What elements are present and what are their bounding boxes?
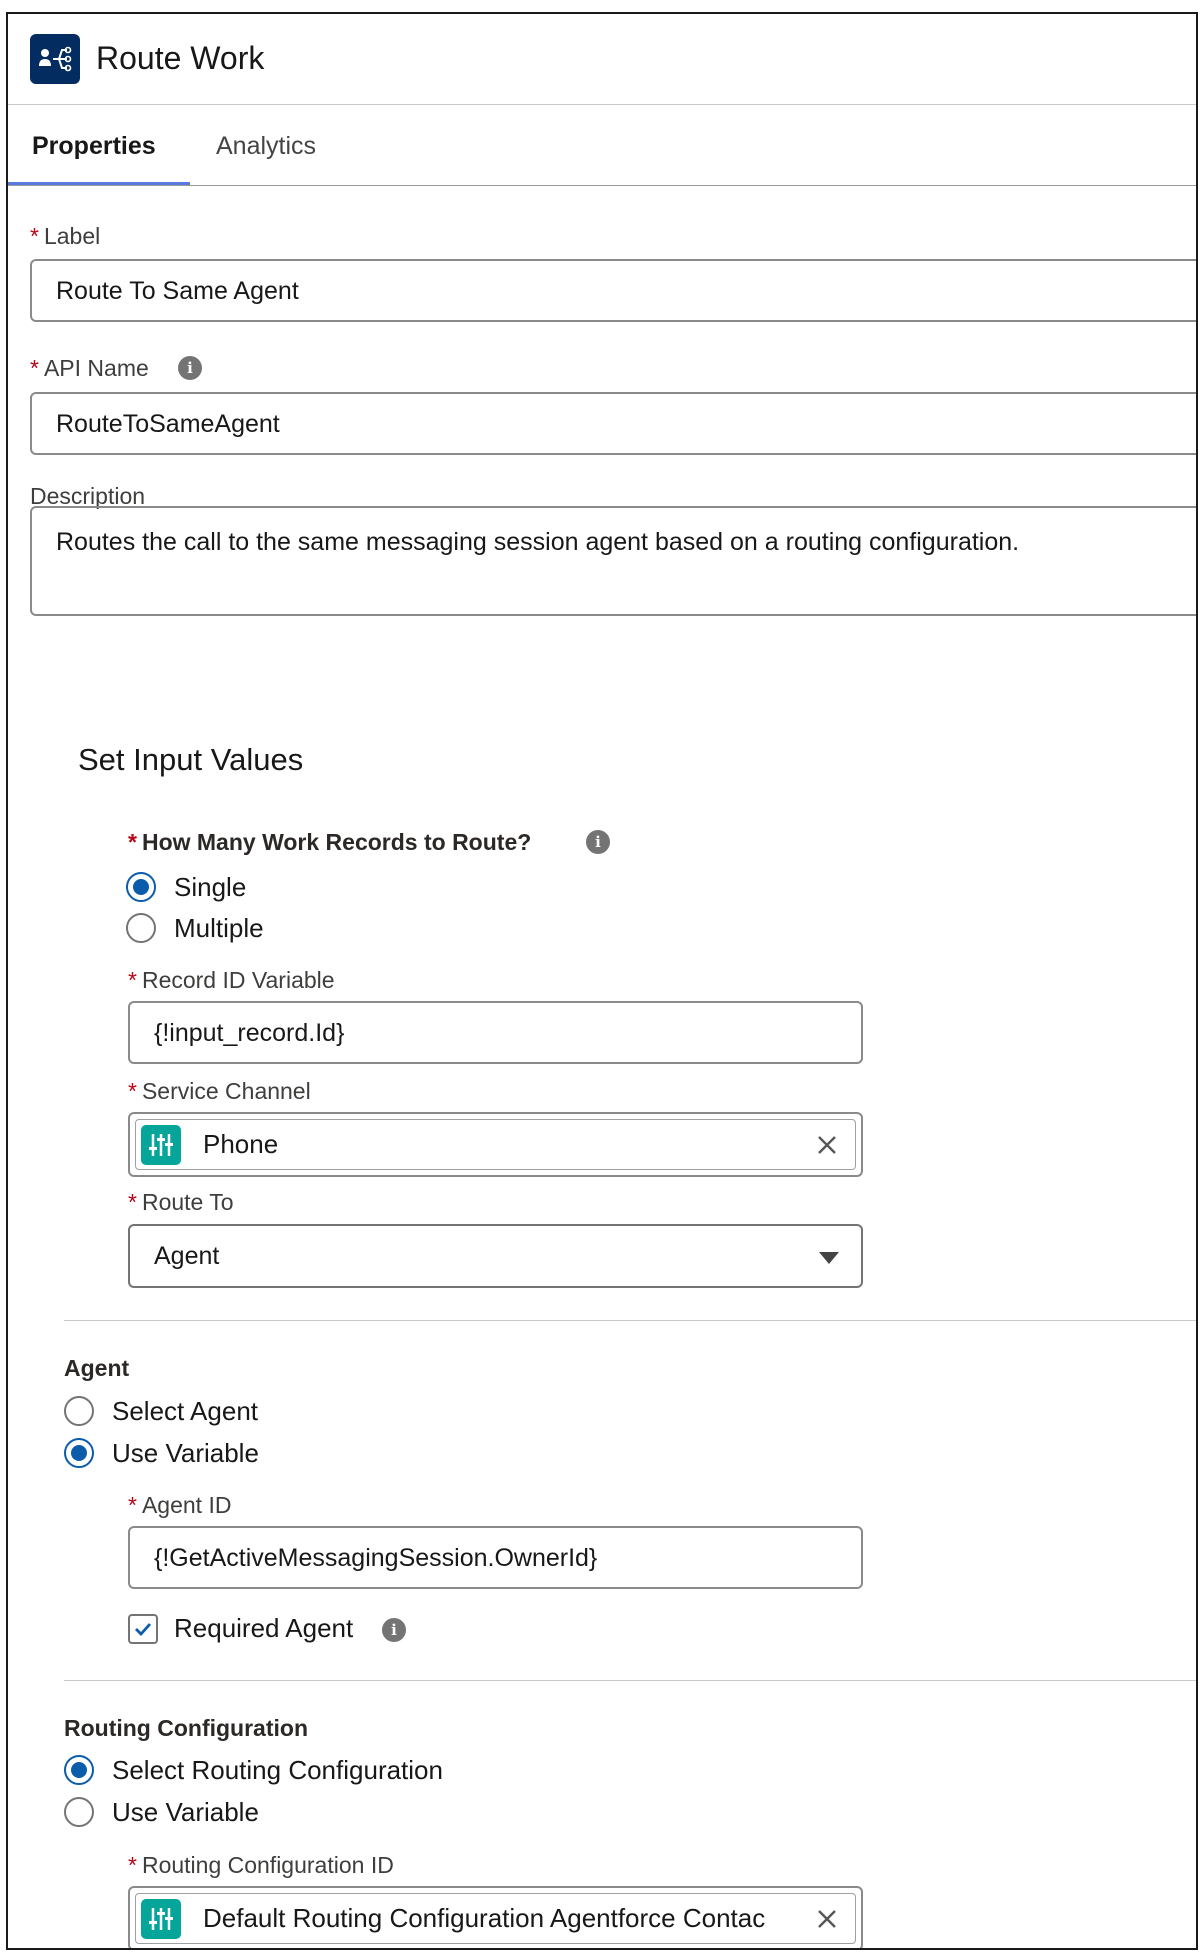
description-field-label: Description bbox=[30, 483, 146, 509]
radio-use-variable-agent-label: Use Variable bbox=[112, 1438, 259, 1468]
radio-single[interactable] bbox=[126, 871, 246, 903]
api-name-field-label bbox=[30, 354, 149, 382]
routing-configuration-title: Routing Configuration bbox=[64, 1715, 308, 1741]
record-id-variable-input[interactable]: {!input_record.Id} bbox=[128, 1001, 863, 1064]
radio-button-checked[interactable] bbox=[126, 872, 156, 902]
service-channel-icon bbox=[141, 1125, 181, 1165]
routing-configuration-lookup[interactable] bbox=[128, 1886, 863, 1950]
radio-select-agent[interactable] bbox=[64, 1395, 258, 1427]
route-to-select[interactable] bbox=[128, 1224, 863, 1288]
routing-configuration-icon bbox=[141, 1899, 181, 1939]
chevron-down-icon bbox=[819, 1252, 839, 1264]
required-asterisk: * bbox=[128, 1189, 137, 1215]
radio-button[interactable] bbox=[64, 1396, 94, 1426]
required-asterisk: * bbox=[128, 1852, 137, 1878]
required-asterisk: * bbox=[128, 1492, 137, 1518]
radio-use-variable-agent[interactable] bbox=[64, 1437, 259, 1469]
agent-section-title: Agent bbox=[64, 1355, 130, 1381]
required-asterisk: * bbox=[128, 1078, 137, 1104]
agent-id-input[interactable]: {!GetActiveMessagingSession.OwnerId} bbox=[128, 1526, 863, 1589]
label-field-label bbox=[30, 222, 100, 250]
description-textarea[interactable]: Routes the call to the same messaging session agent based on a routing configuration. bbox=[30, 506, 1198, 616]
tabs-divider bbox=[8, 185, 1198, 186]
record-id-variable-label bbox=[128, 966, 335, 994]
required-agent-checkbox[interactable] bbox=[128, 1614, 158, 1644]
required-agent-label: Required Agent bbox=[174, 1613, 354, 1643]
radio-use-variable-routing-label: Use Variable bbox=[112, 1797, 259, 1827]
radio-use-variable-routing[interactable] bbox=[64, 1796, 259, 1828]
info-icon[interactable]: i bbox=[586, 830, 610, 854]
routing-configuration-pill bbox=[135, 1893, 856, 1944]
info-icon[interactable]: i bbox=[382, 1618, 406, 1642]
radio-select-routing-configuration[interactable] bbox=[64, 1754, 443, 1786]
panel-right-border bbox=[1196, 12, 1198, 1950]
section-divider bbox=[64, 1320, 1198, 1321]
routing-configuration-id-label-text: Routing Configuration ID bbox=[141, 1852, 394, 1878]
info-icon[interactable]: i bbox=[178, 356, 202, 380]
flow-route-icon bbox=[30, 34, 80, 84]
header-divider bbox=[8, 104, 1198, 105]
routing-configuration-id-label bbox=[128, 1851, 394, 1879]
radio-single-label: Single bbox=[174, 872, 247, 902]
close-icon[interactable] bbox=[807, 1125, 847, 1165]
service-channel-label-text: Service Channel bbox=[141, 1078, 311, 1104]
how-many-records-label bbox=[128, 828, 531, 856]
service-channel-label bbox=[128, 1077, 311, 1105]
radio-multiple-label: Multiple bbox=[174, 913, 264, 943]
agent-id-label bbox=[128, 1491, 231, 1519]
radio-button[interactable] bbox=[64, 1797, 94, 1827]
section-divider bbox=[64, 1680, 1198, 1681]
set-input-values-title: Set Input Values bbox=[78, 742, 304, 777]
radio-button-checked[interactable] bbox=[64, 1438, 94, 1468]
required-asterisk: * bbox=[30, 355, 39, 381]
routing-configuration-value: Default Routing Configuration Agentforce Contac bbox=[203, 1903, 766, 1933]
close-icon[interactable] bbox=[807, 1899, 847, 1939]
checkmark-icon bbox=[134, 1622, 152, 1636]
required-asterisk: * bbox=[30, 223, 39, 249]
route-to-label bbox=[128, 1188, 234, 1216]
service-channel-lookup[interactable] bbox=[128, 1112, 863, 1177]
service-channel-pill bbox=[135, 1119, 856, 1170]
record-id-variable-label-text: Record ID Variable bbox=[141, 967, 335, 993]
radio-select-agent-label: Select Agent bbox=[112, 1396, 258, 1426]
label-field-label-text: Label bbox=[43, 223, 101, 249]
required-agent-checkbox-row[interactable] bbox=[128, 1613, 353, 1644]
how-many-records-label-text: How Many Work Records to Route? bbox=[141, 829, 532, 855]
service-channel-value: Phone bbox=[203, 1129, 279, 1159]
radio-select-routing-configuration-label: Select Routing Configuration bbox=[112, 1755, 443, 1785]
tab-properties[interactable]: Properties bbox=[32, 132, 156, 160]
required-asterisk: * bbox=[128, 829, 137, 855]
radio-button[interactable] bbox=[126, 913, 156, 943]
agent-id-label-text: Agent ID bbox=[141, 1492, 232, 1518]
api-name-input[interactable]: RouteToSameAgent bbox=[30, 392, 1198, 455]
required-asterisk: * bbox=[128, 967, 137, 993]
tab-analytics[interactable]: Analytics bbox=[216, 132, 317, 160]
route-to-label-text: Route To bbox=[141, 1189, 234, 1215]
panel-title: Route Work bbox=[96, 40, 265, 76]
api-name-field-label-text: API Name bbox=[43, 355, 149, 381]
label-input[interactable]: Route To Same Agent bbox=[30, 259, 1198, 322]
radio-button-checked[interactable] bbox=[64, 1755, 94, 1785]
radio-multiple[interactable] bbox=[126, 912, 264, 944]
route-to-value: Agent bbox=[154, 1242, 220, 1270]
panel-frame bbox=[6, 12, 1198, 1950]
